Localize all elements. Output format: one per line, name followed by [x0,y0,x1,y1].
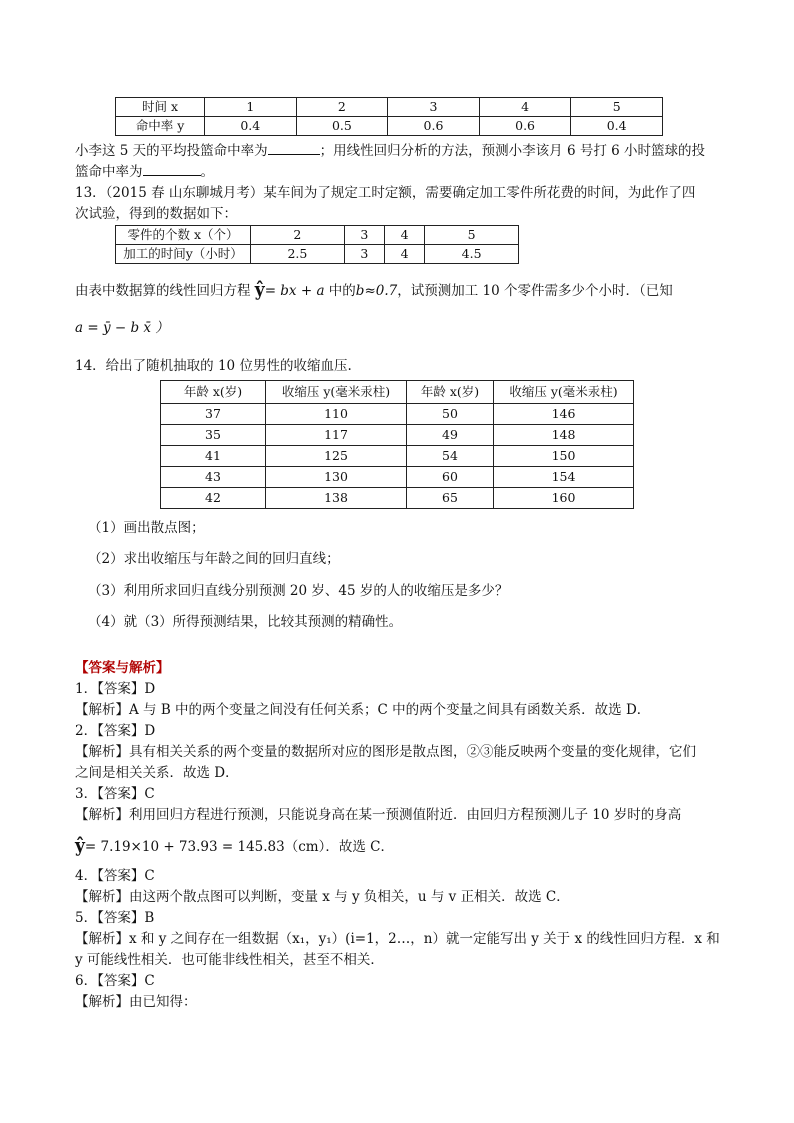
table-cell: 5 [425,226,519,245]
answer-line: 【解析】A 与 B 中的两个变量之间没有任何关系；C 中的两个变量之间具有函数关系．故选 D． [75,702,651,718]
q13-text: 由表中数据算的线性回归方程 [75,283,251,299]
table-cell: 150 [494,446,634,467]
q13-text: ，试预测加工 10 个零件需多少个小时．（已知 [397,283,673,299]
table-row [161,425,634,446]
table-cell: 4.5 [425,245,519,264]
table-cell: 0.6 [479,117,571,136]
answer-line: 【解析】x 和 y 之间存在一组数据（x₁，y₁）(i=1，2…，n）就一定能写出 y 关于 x 的线性回归方程．x 和 [75,931,720,947]
q14-part-3: （3）利用所求回归直线分别预测 20 岁、45 岁的人的收缩压是多少？ [88,583,509,599]
table-cell: 37 [161,404,266,425]
table-cell: 50 [407,404,494,425]
q14-part-4: （4）就（3）所得预测结果，比较其预测的精确性。 [88,614,403,630]
table-cell: 65 [407,488,494,509]
y-hat-symbol: ŷ [254,279,265,301]
table-cell: 160 [494,488,634,509]
q12-text: 小李这 5 天的平均投篮命中率为 [75,143,268,159]
table-cell: 2.5 [251,245,345,264]
table-cell: 60 [407,467,494,488]
table-cell: 2 [251,226,345,245]
table-cell: 41 [161,446,266,467]
table-cell: 130 [266,467,407,488]
data-table-shooting [115,97,663,136]
table-cell: 加工的时间y（小时） [116,245,251,264]
table-cell: 4 [384,245,424,264]
answer-line: 5．【答案】B [75,910,155,926]
answer-blank [143,162,201,176]
table-cell: 125 [266,446,407,467]
table-header-cell: 收缩压 y(毫米汞柱) [494,381,634,404]
table-row [161,488,634,509]
table-cell: 138 [266,488,407,509]
table-cell: 148 [494,425,634,446]
q13-line-2: 次试验，得到的数据如下： [75,206,237,222]
answer-line: 【解析】由这两个散点图可以判断，变量 x 与 y 负相关，u 与 v 正相关．故选 C． [75,889,570,905]
answer-formula-line [75,836,394,857]
answer-line: 之间是相关关系．故选 D． [75,765,239,781]
regression-formula: = bx + a [264,283,325,299]
b-approx: b≈0.7 [355,283,398,299]
answer-line: 2．【答案】D [75,723,156,739]
answer-line: 4．【答案】C [75,868,155,884]
table-cell: 1 [205,98,297,117]
table-cell: 117 [266,425,407,446]
table-cell: 43 [161,467,266,488]
table-cell: 3 [344,245,384,264]
table-header-row [161,381,634,404]
answer-line: 【解析】具有相关关系的两个变量的数据所对应的图形是散点图，②③能反映两个变量的变化规律，它们 [75,744,696,760]
table-cell: 110 [266,404,407,425]
answer-line: 3．【答案】C [75,786,155,802]
table-cell: 零件的个数 x（个） [116,226,251,245]
table-row [116,98,663,117]
table-cell: 42 [161,488,266,509]
answer-line: 【解析】利用回归方程进行预测，只能说身高在某一预测值附近．由回归方程预测儿子 10 岁时的身高 [75,807,682,823]
q13-text: 中的 [328,283,356,299]
table-cell: 0.6 [388,117,480,136]
q12-text: 。 [200,164,214,180]
table-cell: 0.4 [571,117,663,136]
table-header-cell: 年龄 x(岁) [407,381,494,404]
table-cell: 时间 x [116,98,205,117]
q12-text: ；用线性回归分析的方法，预测小李该月 6 号打 6 小时篮球的投 [319,143,706,159]
q13-formula-a: a = ȳ − b x̄ ） [75,320,169,336]
table-row [116,117,663,136]
table-row [161,446,634,467]
answers-heading: 【答案与解析】 [75,660,170,676]
table-cell: 3 [344,226,384,245]
q14-title: 14．给出了随机抽取的 10 位男性的收缩血压. [75,358,352,374]
answer-blank [268,141,320,155]
table-row [161,404,634,425]
table-header-cell: 收缩压 y(毫米汞柱) [266,381,407,404]
q14-part-1: （1）画出散点图； [88,520,205,536]
q12-line-2 [75,162,214,182]
answer-line: 6．【答案】C [75,973,155,989]
answer-line: 【解析】由已知得： [75,994,197,1010]
table-cell: 2 [296,98,388,117]
answer-line: y 可能线性相关．也可能非线性相关，甚至不相关． [75,952,384,968]
table-row [116,226,519,245]
y-hat-symbol: ŷ [75,835,85,857]
answer-formula: = 7.19×10 + 73.93 = 145.83（cm）．故选 C． [84,839,394,855]
table-cell: 0.5 [296,117,388,136]
data-table-parts [115,225,519,264]
table-cell: 命中率 y [116,117,205,136]
table-cell: 49 [407,425,494,446]
table-cell: 154 [494,467,634,488]
data-table-blood-pressure [160,380,634,509]
table-cell: 146 [494,404,634,425]
q12-line-1 [75,141,705,161]
table-cell: 4 [384,226,424,245]
q13-formula-line [75,280,673,301]
table-cell: 54 [407,446,494,467]
table-cell: 0.4 [205,117,297,136]
answer-line: 1．【答案】D [75,681,156,697]
table-header-cell: 年龄 x(岁) [161,381,266,404]
table-cell: 3 [388,98,480,117]
q13-line-1: 13．（2015 春 山东聊城月考）某车间为了规定工时定额，需要确定加工零件所花费的时间，为此作了四 [75,185,696,201]
table-cell: 4 [479,98,571,117]
q12-text: 篮命中率为 [75,164,143,180]
table-cell: 5 [571,98,663,117]
table-row [116,245,519,264]
table-row [161,467,634,488]
table-cell: 35 [161,425,266,446]
q14-part-2: （2）求出收缩压与年龄之间的回归直线； [88,551,340,567]
